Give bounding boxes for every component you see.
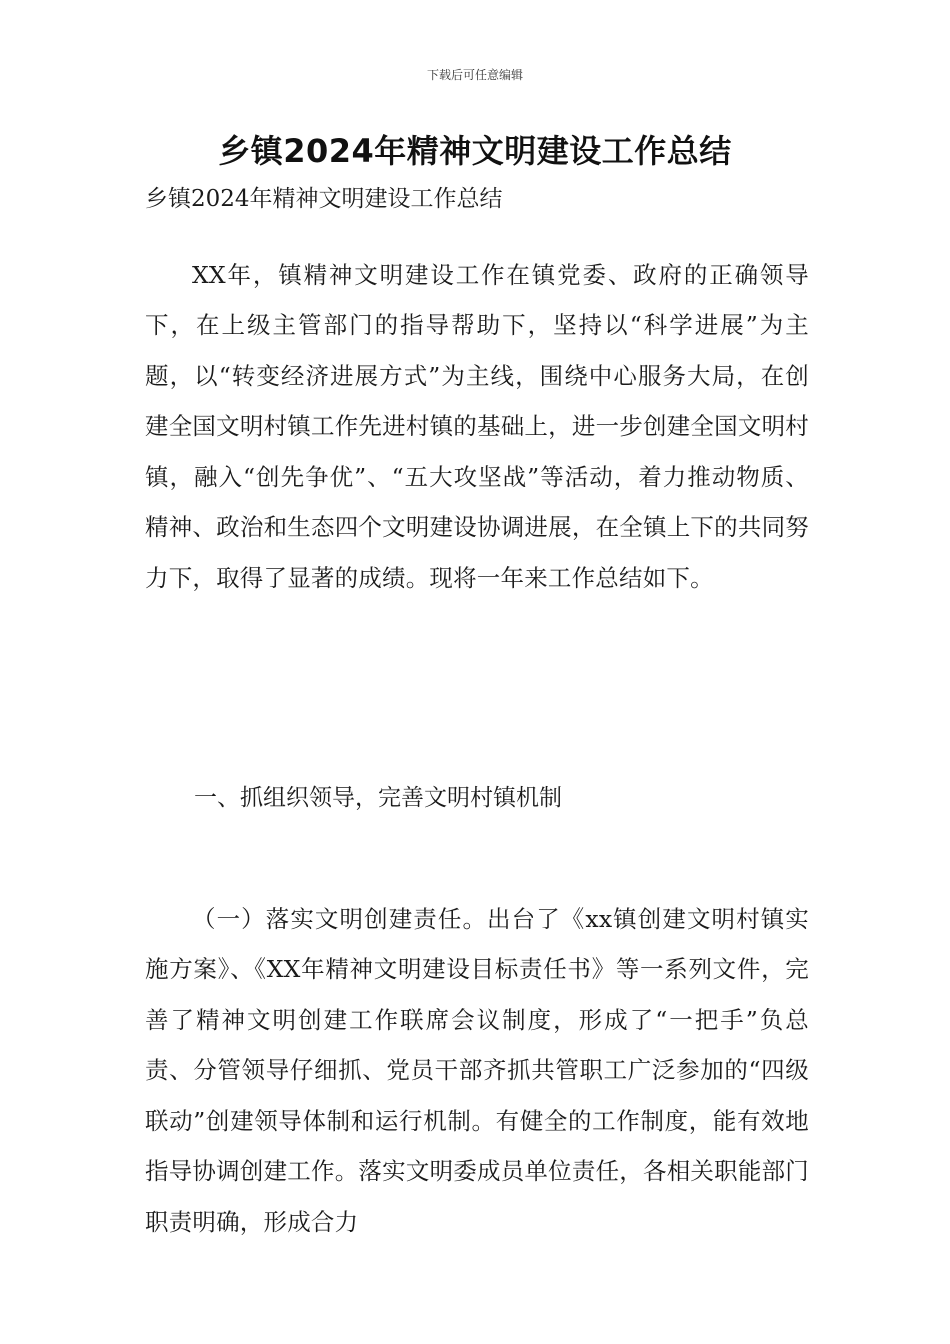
document-subtitle: 乡镇2024年精神文明建设工作总结 <box>145 186 503 212</box>
document-title: 乡镇2024年精神文明建设工作总结 <box>218 132 732 170</box>
intro-paragraph: XX年，镇精神文明建设工作在镇党委、政府的正确领导下，在上级主管部门的指导帮助下，坚持以“科学进展”为主题，以“转变经济进展方式”为主线，围绕中心服务大局，在创建全国文明村镇工作先进村镇的基础上，进一步创建全国文明村镇，融入“创先争优”、“五大攻坚战”等活动，着力推动物质、精神、政治和生态四个文明建设协调进展，在全镇上下的共同努力下，取得了显著的成绩。现将一年来工作总结如下。 <box>145 260 809 592</box>
section-paragraph: （一）落实文明创建责任。出台了《xx镇创建文明村镇实施方案》、《XX年精神文明建设目标责任书》等一系列文件，完善了精神文明创建工作联席会议制度，形成了“一把手”负总责、分管领导仔细抓、党员干部齐抓共管职工广泛参加的“四级联动”创建领导体制和运行机制。有健全的工作制度，能有效地指导协调创建工作。落实文明委成员单位责任，各相关职能部门职责明确，形成合力 <box>145 904 809 1236</box>
section-heading: 一、抓组织领导，完善文明村镇机制 <box>194 785 562 811</box>
header-note: 下载后可任意编辑 <box>426 68 523 82</box>
